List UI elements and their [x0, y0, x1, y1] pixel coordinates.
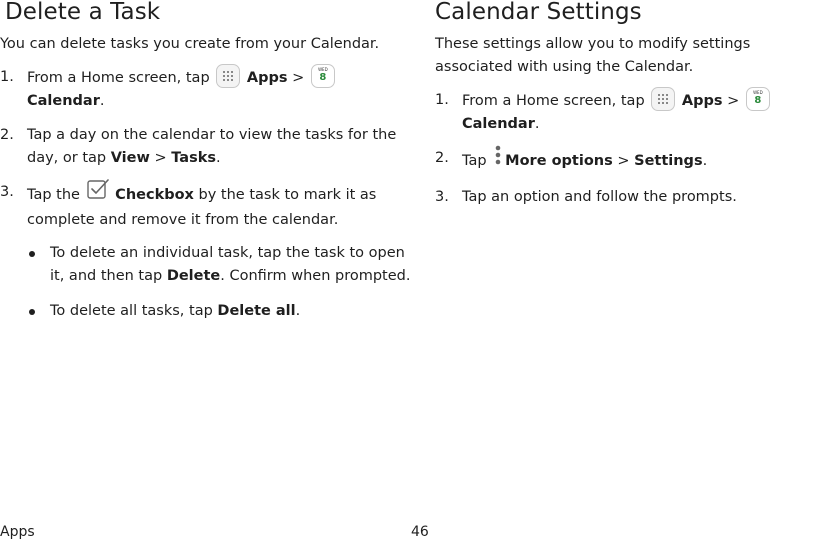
- separator: >: [617, 153, 630, 169]
- calendar-icon-weekday: WED: [753, 90, 763, 95]
- punct: .: [99, 93, 105, 109]
- view-label: View: [110, 150, 150, 166]
- bullet-dot: [29, 251, 35, 257]
- right-column: [435, 0, 830, 220]
- step-2: [435, 147, 830, 175]
- step-number: 1.: [0, 69, 14, 85]
- settings-label: Settings: [634, 153, 703, 169]
- footer-section-name: Apps: [0, 524, 35, 540]
- step-number: 3.: [0, 184, 14, 200]
- bullet-delete-individual: [0, 242, 415, 288]
- checkbox-label: Checkbox: [115, 187, 194, 203]
- delete-task-intro: You can delete tasks you create from your Calendar.: [0, 36, 380, 52]
- bullet-text: .: [295, 303, 301, 319]
- tasks-label: Tasks: [171, 150, 216, 166]
- calendar-icon-weekday: WED: [318, 67, 328, 72]
- step-1: [0, 66, 415, 113]
- step-3: [435, 186, 830, 209]
- step-text: Tap the: [27, 187, 80, 203]
- step-2: [0, 124, 415, 170]
- step-text: From a Home screen, tap: [27, 70, 210, 86]
- punct: .: [534, 116, 540, 132]
- section-title-calendar-settings: Calendar Settings: [435, 0, 642, 25]
- step-number: 2.: [435, 150, 449, 166]
- calendar-settings-steps: [435, 89, 830, 209]
- delete-label: Delete: [166, 268, 221, 284]
- step-number: 1.: [435, 92, 449, 108]
- step-text: Tap: [462, 153, 487, 169]
- checkbox-icon: [87, 179, 109, 207]
- step-number: 3.: [435, 189, 449, 205]
- more-options-icon: [495, 145, 501, 173]
- bullet-text: To delete an individual task, tap the task to open it, and then tap: [50, 245, 405, 284]
- calendar-app-icon: [746, 87, 770, 111]
- step-text: Tap an option and follow the prompts.: [462, 189, 737, 205]
- left-column: [0, 0, 415, 335]
- delete-all-label: Delete all: [217, 303, 296, 319]
- calendar-label: Calendar: [462, 116, 535, 132]
- apps-label: Apps: [681, 93, 723, 109]
- bullet-text: . Confirm when prompted.: [220, 268, 411, 284]
- calendar-icon-day: 8: [754, 95, 762, 106]
- calendar-icon-day: 8: [319, 72, 327, 83]
- calendar-label: Calendar: [27, 93, 100, 109]
- apps-grid-icon: [651, 87, 675, 111]
- calendar-app-icon: [311, 64, 335, 88]
- delete-task-steps: [0, 66, 415, 232]
- step-text: From a Home screen, tap: [462, 93, 645, 109]
- separator: >: [727, 93, 740, 109]
- step-number: 2.: [0, 127, 14, 143]
- apps-label: Apps: [246, 70, 288, 86]
- step-3: [0, 181, 415, 232]
- separator: >: [154, 150, 167, 166]
- separator: >: [292, 70, 305, 86]
- bullet-text: To delete all tasks, tap: [50, 303, 213, 319]
- delete-options-list: [0, 242, 415, 323]
- apps-grid-icon: [216, 64, 240, 88]
- bullet-dot: [29, 309, 35, 315]
- punct: .: [702, 153, 708, 169]
- punct: .: [215, 150, 221, 166]
- step-text: by the task to mark it as complete and remove it from the calendar.: [27, 187, 377, 228]
- bullet-delete-all: [0, 300, 415, 323]
- section-title-delete-task: Delete a Task: [5, 0, 161, 25]
- step-text: Tap a day on the calendar to view the tasks for the day, or tap: [27, 127, 397, 166]
- calendar-settings-intro: These settings allow you to modify settings associated with using the Calendar.: [435, 36, 751, 75]
- page-number: 46: [411, 524, 429, 540]
- more-options-label: More options: [505, 153, 613, 169]
- step-1: [435, 89, 830, 136]
